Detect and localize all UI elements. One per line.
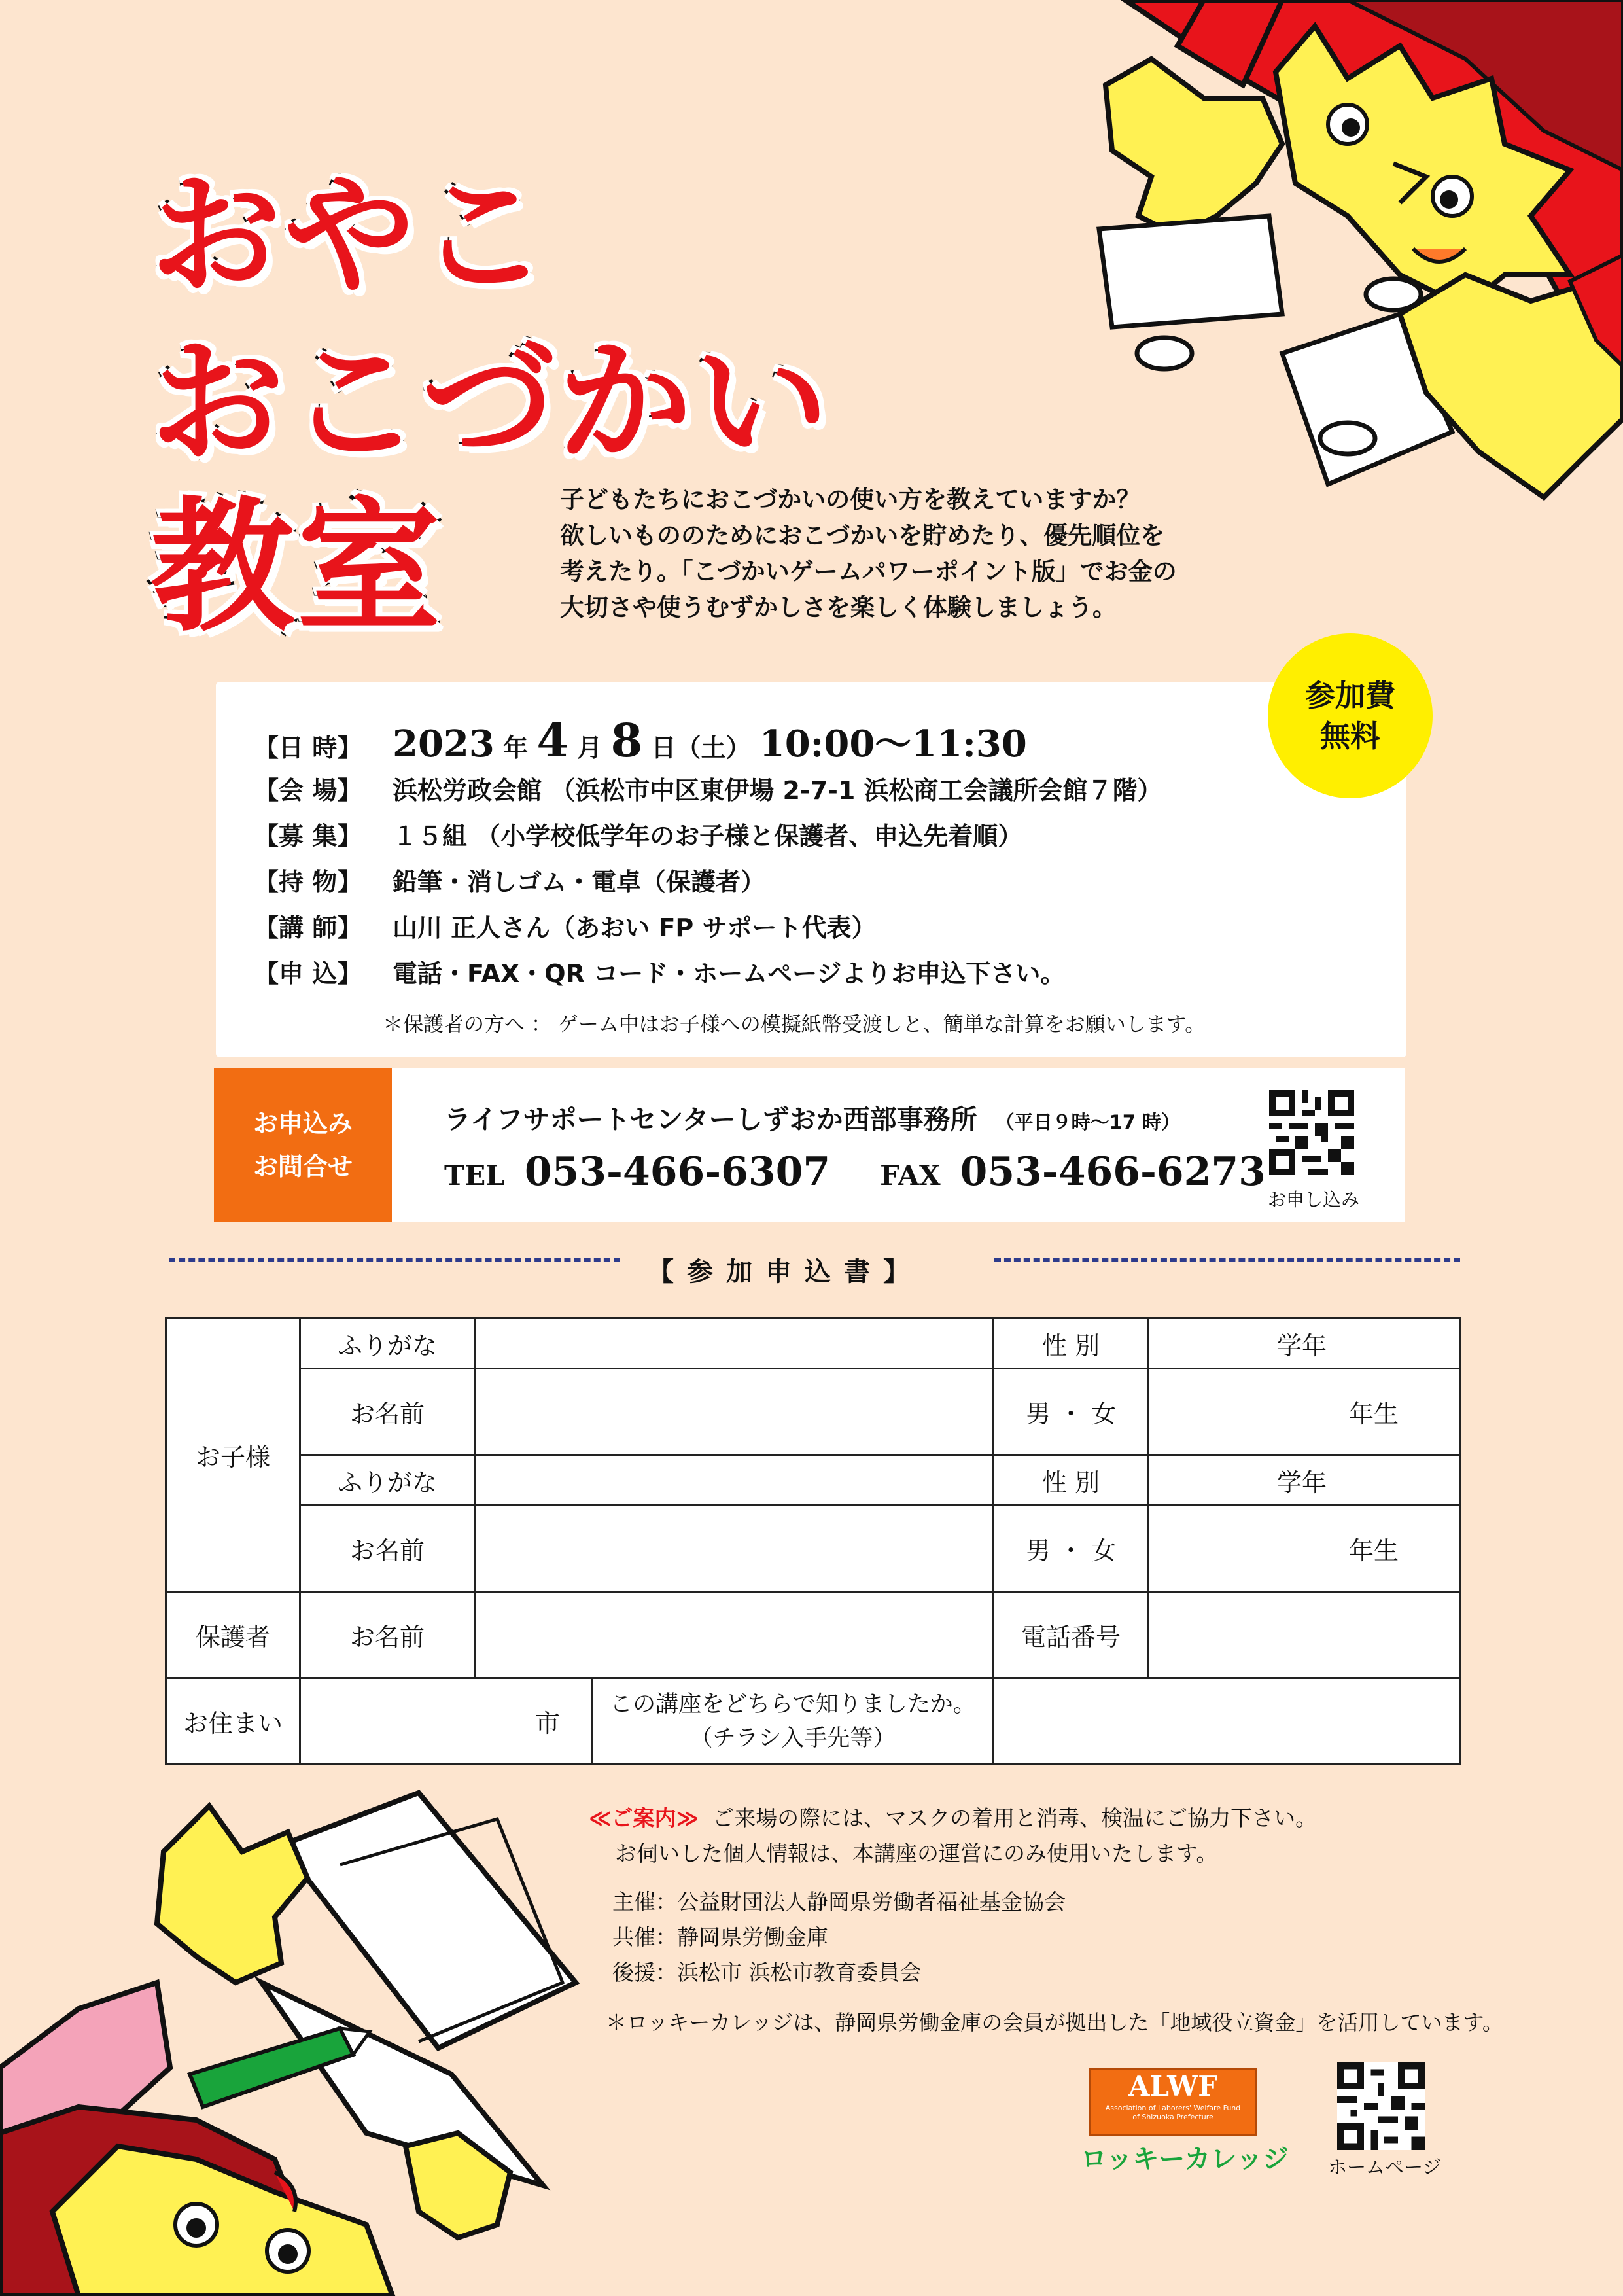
table-row: [166, 1455, 1460, 1506]
child2-furigana-field[interactable]: [475, 1455, 994, 1506]
notes-line-1: [589, 1801, 1317, 1836]
child1-gender-options[interactable]: 男 ・ 女: [994, 1369, 1149, 1455]
table-row: [166, 1369, 1460, 1455]
boy-coins-illustration: [1007, 0, 1623, 537]
source-question-line-2: （チラシ入手先等）: [689, 1725, 896, 1752]
tel-label: TEL: [444, 1159, 505, 1192]
grade-label: 学年: [1149, 1318, 1460, 1369]
info-date-row: [254, 713, 1027, 768]
items-value: 鉛筆・消しゴム・電卓（保護者）: [393, 868, 766, 896]
date-label: 【日 時】: [254, 733, 362, 762]
info-venue-row: [254, 770, 1162, 806]
date-day: 8: [610, 713, 643, 768]
venue-value: 浜松労政会館 （浜松市中区東伊場 2-7-1 浜松商工会議所会館７階）: [393, 776, 1162, 805]
date-year-unit: 年: [503, 733, 529, 762]
rocky-college-logo: ロッキーカレッジ: [1081, 2144, 1289, 2174]
qr-code-icon: [1337, 2062, 1425, 2150]
info-apply-row: [254, 953, 1065, 989]
furigana-label: ふりがな: [300, 1318, 475, 1369]
child1-grade-field[interactable]: 年生: [1149, 1369, 1460, 1455]
date-day-unit: 日（土）: [651, 733, 751, 762]
lecturer-value: 山川 正人さん（あおい FP サポート代表）: [393, 913, 877, 942]
items-label: 【持 物】: [254, 868, 362, 896]
intro-text: [560, 482, 1253, 626]
divider-left: [169, 1258, 620, 1262]
lecturer-label: 【講 師】: [254, 913, 362, 942]
child-label: お子様: [166, 1318, 300, 1592]
child2-name-field[interactable]: [475, 1506, 994, 1592]
date-month-unit: 月: [577, 733, 602, 762]
application-form-table: [165, 1317, 1461, 1765]
title-line-2: おこづかい: [150, 325, 831, 481]
recruit-value: １５組 （小学校低学年のお子様と保護者、申込先着順）: [393, 822, 1023, 851]
form-title: 【参加申込書】: [648, 1257, 922, 1287]
girl-studying-illustration: [0, 1767, 589, 2296]
intro-line: 大切さや使うむずかしさを楽しく体験しましょう。: [560, 593, 1117, 622]
office-name: ライフサポートセンターしずおか西部事務所: [444, 1104, 977, 1135]
sponsors-block: [612, 1884, 1066, 1990]
furigana-label: ふりがな: [300, 1455, 475, 1506]
fax-label: FAX: [880, 1159, 941, 1192]
title-line-3: 教室: [150, 484, 444, 651]
date-year: 2023: [393, 722, 495, 766]
cosponsor: 共催：静岡県労働金庫: [612, 1924, 828, 1950]
alwf-logo: [1089, 2068, 1257, 2136]
guardian-label: 保護者: [166, 1592, 300, 1678]
event-info-box: [216, 682, 1406, 1057]
child2-gender-options[interactable]: 男 ・ 女: [994, 1506, 1149, 1592]
table-row: [166, 1318, 1460, 1369]
address-city-field[interactable]: 市: [300, 1678, 593, 1765]
notes-heading: ≪ご案内≫: [589, 1805, 699, 1831]
gender-label: 性 別: [994, 1318, 1149, 1369]
info-lecturer-row: [254, 908, 877, 944]
name-label: お名前: [300, 1369, 475, 1455]
title-line-1: おやこ: [150, 160, 551, 312]
alwf-logo-text: ALWF: [1128, 2070, 1218, 2102]
name-label: お名前: [300, 1592, 475, 1678]
source-question: [593, 1678, 994, 1765]
grade-label: 学年: [1149, 1455, 1460, 1506]
child2-grade-field[interactable]: 年生: [1149, 1506, 1460, 1592]
intro-line: 子どもたちにおこづかいの使い方を教えていますか？: [560, 486, 1141, 514]
child1-furigana-field[interactable]: [475, 1318, 994, 1369]
homepage-caption: ホームページ: [1328, 2156, 1442, 2178]
gender-label: 性 別: [994, 1455, 1149, 1506]
free-fee-badge: [1268, 633, 1433, 798]
info-items-row: [254, 862, 765, 898]
table-row: [166, 1592, 1460, 1678]
phone-label: 電話番号: [994, 1592, 1149, 1678]
qr-code-icon: [1269, 1090, 1354, 1175]
tel-number[interactable]: 053-466-6307: [524, 1149, 831, 1195]
guardian-note: ＊保護者の方へ ： ゲーム中はお子様への模擬紙幣受渡しと、簡単な計算をお願いします。: [383, 1013, 1206, 1036]
guardian-phone-field[interactable]: [1149, 1592, 1460, 1678]
guardian-name-field[interactable]: [475, 1592, 994, 1678]
table-row: [166, 1506, 1460, 1592]
notes-block: [589, 1801, 1317, 1871]
date-month: 4: [536, 713, 569, 768]
apply-label: 【申 込】: [254, 959, 362, 988]
venue-label: 【会 場】: [254, 776, 362, 805]
name-label: お名前: [300, 1506, 475, 1592]
contact-tab: [214, 1068, 392, 1222]
application-qr-code[interactable]: [1269, 1090, 1354, 1178]
support: 後援：浜松市 浜松市教育委員会: [612, 1960, 922, 1985]
address-label: お住まい: [166, 1678, 300, 1765]
notes-text-2: お伺いした個人情報は、本講座の運営にのみ使用いたします。: [615, 1841, 1218, 1866]
contact-tab-line-2: お問合せ: [253, 1152, 353, 1181]
info-recruit-row: [254, 816, 1022, 852]
notes-text-1: ご来場の際には、マスクの着用と消毒、検温にご協力下さい。: [712, 1805, 1318, 1831]
apply-value: 電話・FAX・QR コード・ホームページよりお申込下さい。: [393, 959, 1066, 988]
badge-line-2: 無料: [1320, 718, 1380, 754]
office-hours: （平日９時〜17 時）: [995, 1111, 1181, 1133]
alwf-logo-sub-2: of Shizuoka Prefecture: [1132, 2113, 1213, 2121]
source-question-line-1: この講座をどちらで知りましたか。: [610, 1691, 976, 1718]
phone-fax-row: [444, 1149, 1266, 1195]
qr-caption: お申し込み: [1268, 1189, 1360, 1210]
fax-number[interactable]: 053-466-6273: [960, 1149, 1266, 1195]
footnote: ＊ロッキーカレッジは、静岡県労働金庫の会員が拠出した「地域役立資金」を活用しています。: [606, 2010, 1503, 2035]
recruit-label: 【募 集】: [254, 822, 362, 851]
badge-line-1: 参加費: [1305, 678, 1395, 713]
office-name-row: [444, 1098, 1180, 1137]
organizer: 主催：公益財団法人静岡県労働者福祉基金協会: [612, 1889, 1066, 1915]
intro-line: 欲しいもののためにおこづかいを貯めたり、優先順位を: [560, 521, 1165, 550]
divider-right: [994, 1258, 1460, 1262]
homepage-qr-code[interactable]: [1337, 2062, 1425, 2153]
alwf-logo-sub-1: Association of Laborers' Welfare Fund: [1105, 2104, 1241, 2112]
table-row: [166, 1678, 1460, 1765]
date-time: 10:00〜11:30: [759, 722, 1027, 766]
contact-tab-line-1: お申込み: [253, 1109, 353, 1138]
contact-box: [214, 1068, 1405, 1222]
child1-name-field[interactable]: [475, 1369, 994, 1455]
intro-line: 考えたり。「こづかいゲームパワーポイント版」でお金の: [560, 557, 1177, 586]
source-answer-field[interactable]: [994, 1678, 1460, 1765]
